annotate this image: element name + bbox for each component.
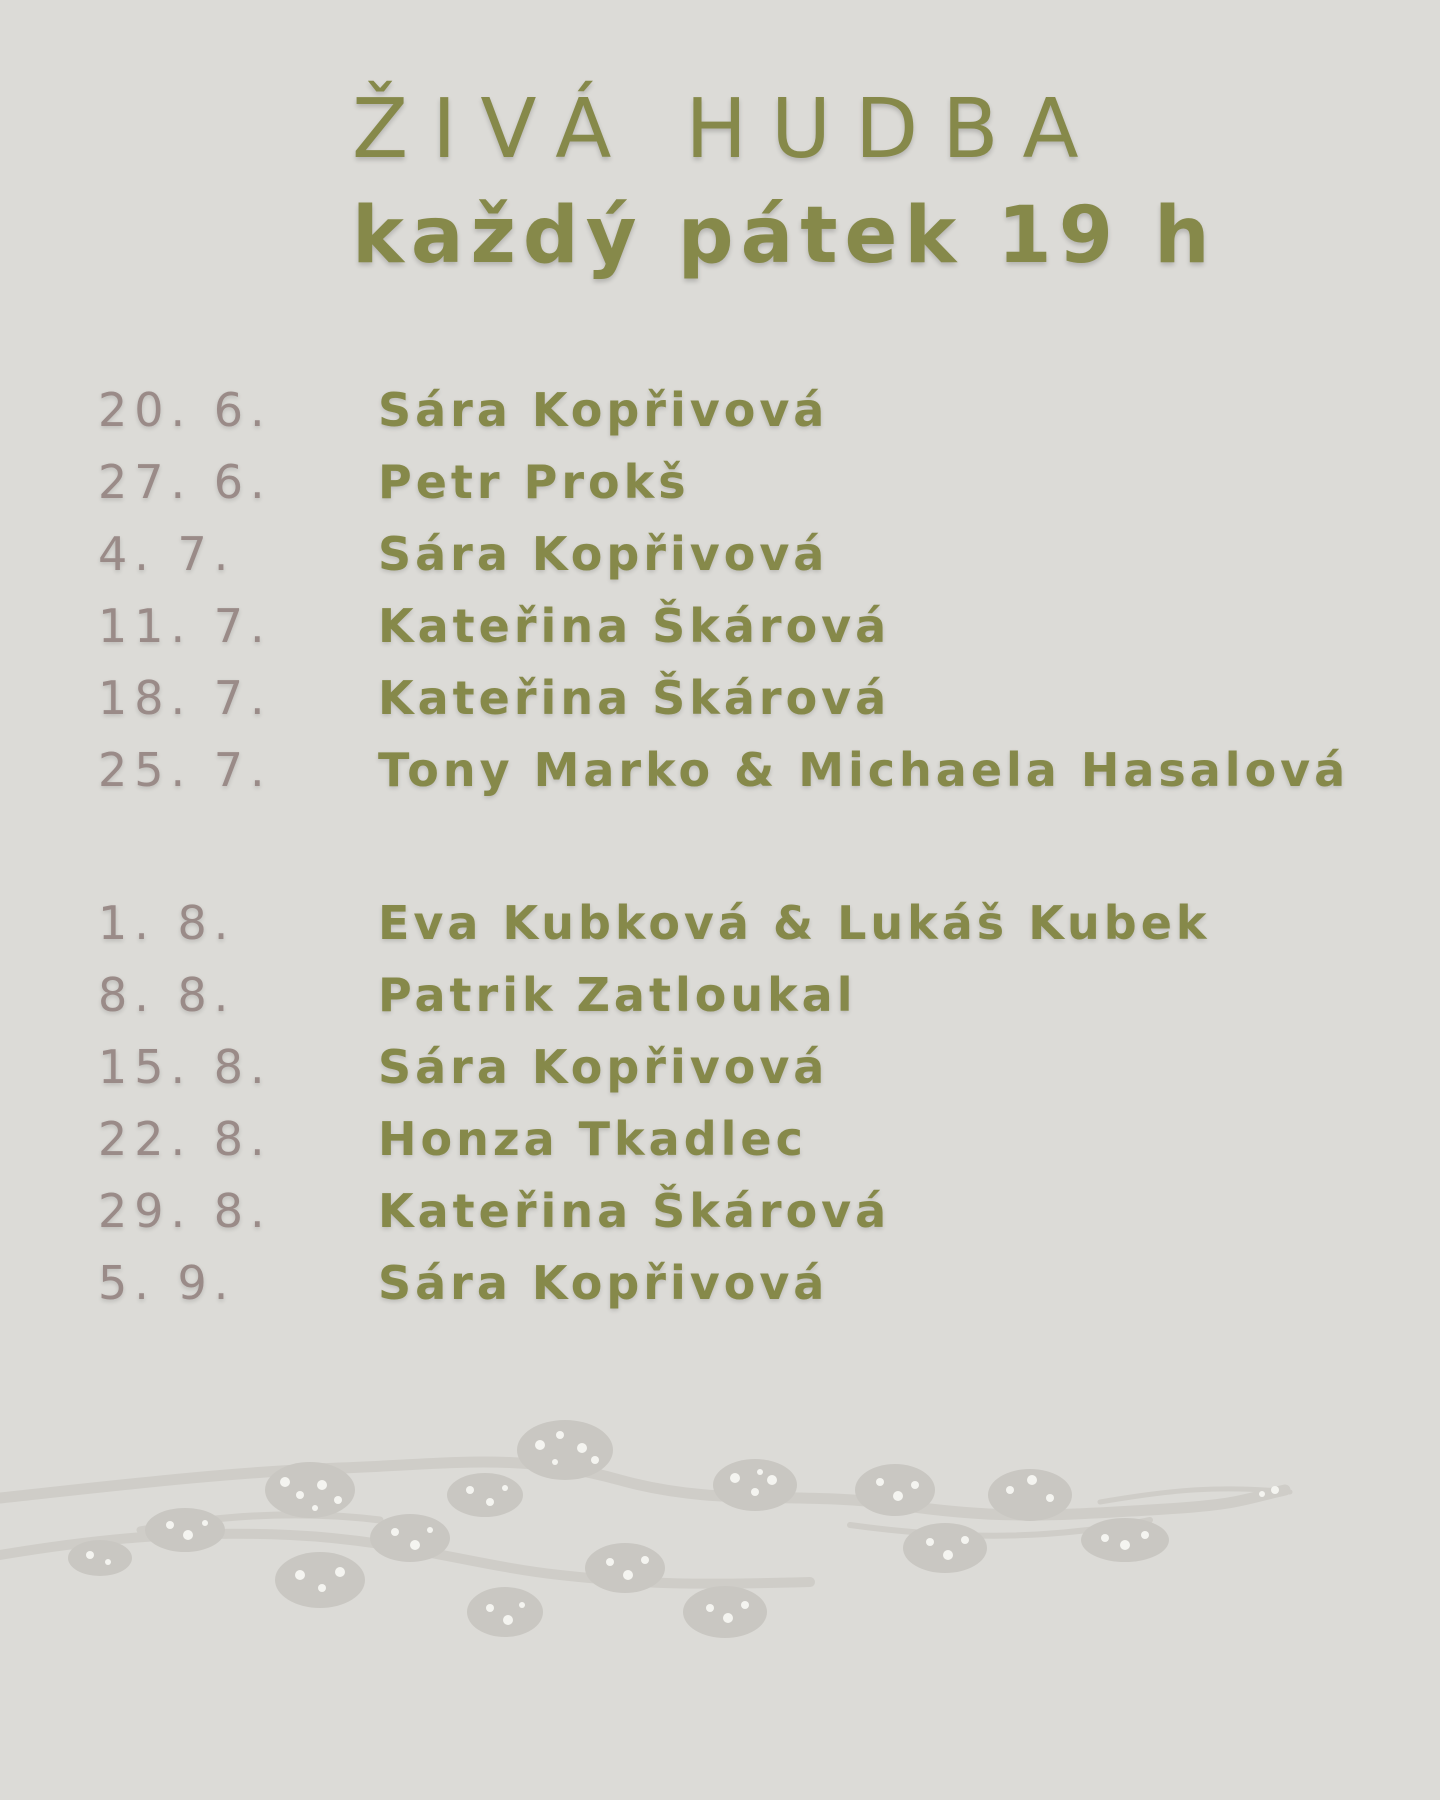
schedule-row [0,1253,1440,1313]
schedule-row [0,452,1440,512]
schedule-artist: Kateřina Škárová [378,599,891,653]
schedule-artist: Honza Tkadlec [378,1112,807,1166]
schedule-artist: Eva Kubková & Lukáš Kubek [378,896,1211,950]
schedule-artist: Kateřina Škárová [378,1184,891,1238]
schedule-row [0,524,1440,584]
schedule-row [0,596,1440,656]
schedule-row [0,740,1440,800]
schedule-artist: Tony Marko & Michaela Hasalová [378,743,1350,797]
schedule-artist: Sára Kopřivová [378,383,829,437]
schedule-date: 4. 7. [98,527,236,581]
schedule-artist: Patrik Zatloukal [378,968,857,1022]
schedule-date: 25. 7. [98,743,272,797]
schedule-date: 18. 7. [98,671,272,725]
schedule-date: 20. 6. [98,383,272,437]
schedule-date: 15. 8. [98,1040,272,1094]
schedule-row [0,1181,1440,1241]
schedule-artist: Sára Kopřivová [378,1256,829,1310]
schedule-date: 29. 8. [98,1184,272,1238]
schedule-artist: Kateřina Škárová [378,671,891,725]
schedule-date: 22. 8. [98,1112,272,1166]
schedule-row [0,1037,1440,1097]
schedule-date: 1. 8. [98,896,236,950]
schedule-row [0,1109,1440,1169]
schedule-row [0,893,1440,953]
schedule-date: 27. 6. [98,455,272,509]
schedule-date: 11. 7. [98,599,272,653]
page-subtitle: každý pátek 19 h [352,191,1217,281]
schedule-artist: Sára Kopřivová [378,1040,829,1094]
schedule-row [0,380,1440,440]
schedule-artist: Sára Kopřivová [378,527,829,581]
schedule-date: 5. 9. [98,1256,236,1310]
schedule-row [0,668,1440,728]
schedule-date: 8. 8. [98,968,236,1022]
schedule-artist: Petr Prokš [378,455,690,509]
pussy-willow-branch-icon [0,1390,1440,1680]
page-title: ŽIVÁ HUDBA [352,82,1103,177]
schedule-row [0,965,1440,1025]
